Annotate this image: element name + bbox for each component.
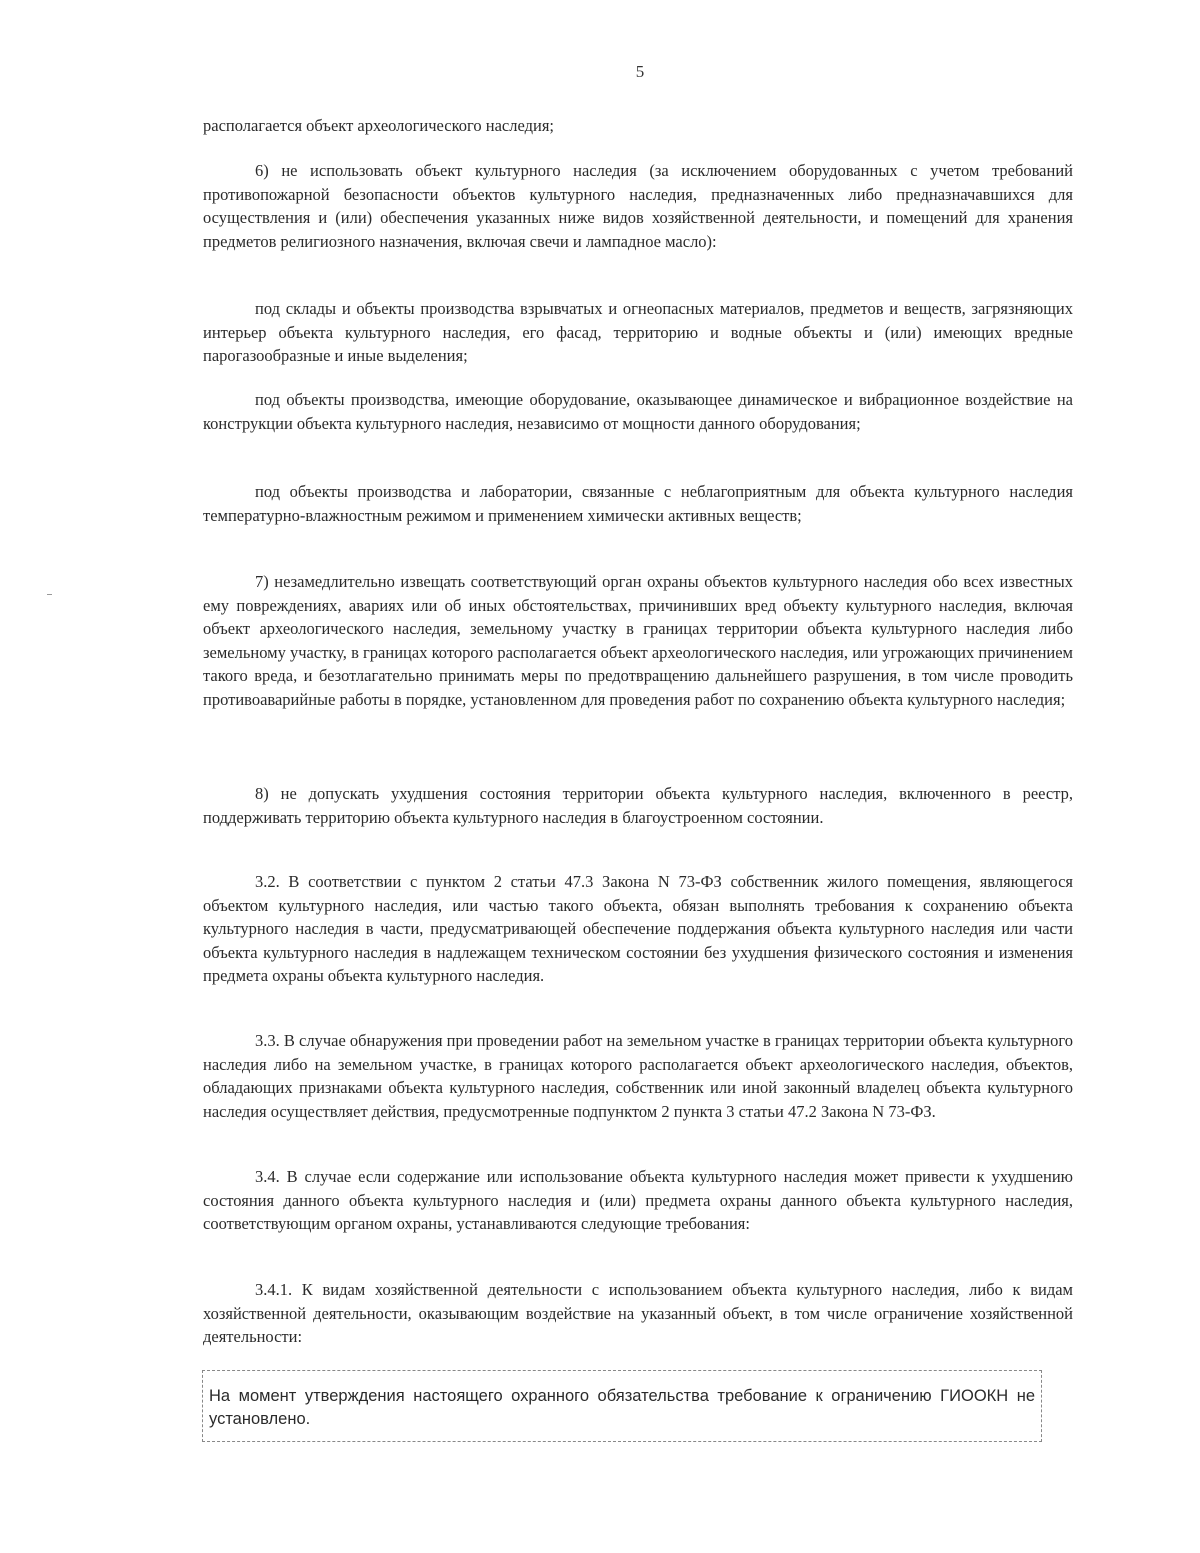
paragraph-item-7: 7) незамедлительно извещать соответствующий орган охраны объектов культурного наследия обо всех известных ему повреждениях, авариях или об иных обстоятельствах, причинивших вред объекту культурного наследия, включая объект археологического наследия, земельному участку в границах территории объекта культурного наследия либо земельному участку, в границах которого располагается объект археологического наследия, или угрожающих причинением такого вреда, и безотлагательно принимать меры по предотвращению дальнейшего разрушения, в том числе проводить противоаварийные работы в порядке, установленном для проведения работ по сохранению объекта культурного наследия; — [203, 572, 1073, 709]
paragraph-section-3-4-1: 3.4.1. К видам хозяйственной деятельности с использованием объекта культурного наследия, либо к видам хозяйственной деятельности, оказывающим воздействие на указанный объект, в том числе ограничение хозяйственной деятельности: — [203, 1280, 1073, 1346]
paragraph-section-3-4: 3.4. В случае если содержание или использование объекта культурного наследия может привести к ухудшению состояния данного объекта культурного наследия и (или) предмета охраны данного объекта культурного наследия, соответствующим органом охраны, устанавливаются следующие требования: — [203, 1167, 1073, 1233]
paragraph-section-3-3: 3.3. В случае обнаружения при проведении работ на земельном участке в границах территории объекта культурного наследия либо на земельном участке, в границах которого располагается объект археологического наследия, объектов, обладающих признаками объекта культурного наследия, собственник или иной законный владелец объекта культурного наследия осуществляет действия, предусмотренные подпунктом 2 пункта 3 статьи 47.2 Закона N 73-ФЗ. — [203, 1031, 1073, 1121]
paragraph-item-8: 8) не допускать ухудшения состояния территории объекта культурного наследия, включенного в реестр, поддерживать территорию объекта культурного наследия в благоустроенном состоянии. — [203, 784, 1073, 827]
paragraph-item-6: 6) не использовать объект культурного наследия (за исключением оборудованных с учетом требований противопожарной безопасности объектов культурного наследия, предназначенных либо предназначавшихся для осуществления и (или) обеспечения указанных ниже видов хозяйственной деятельности, и помещений для хранения предметов религиозного назначения, включая свечи и лампадное масло): — [203, 161, 1073, 251]
margin-mark — [47, 594, 52, 595]
paragraph-continuation: располагается объект археологического наследия; — [203, 116, 554, 135]
page-number: 5 — [635, 62, 645, 81]
paragraph-production-equipment: под объекты производства, имеющие оборудование, оказывающее динамическое и вибрационное воздействие на конструкции объекта культурного наследия, независимо от мощности данного оборудования; — [203, 390, 1073, 433]
paragraph-warehouses: под склады и объекты производства взрывчатых и огнеопасных материалов, предметов и веществ, загрязняющих интерьер объекта культурного наследия, его фасад, территорию и водные объекты и (или) имеющих вредные парогазообразные и иные выделения; — [203, 299, 1073, 365]
paragraph-section-3-2: 3.2. В соответствии с пунктом 2 статьи 47.3 Закона N 73-ФЗ собственник жилого помещения, являющегося объектом культурного наследия, или частью такого объекта, обязан выполнять требования к сохранению объекта культурного наследия в части, предусматривающей обеспечение поддержания объекта культурного наследия или части объекта культурного наследия в надлежащем техническом состоянии без ухудшения физического состояния и изменения предмета охраны объекта культурного наследия. — [203, 872, 1073, 985]
notice-text: На момент утверждения настоящего охранного обязательства требование к ограничению ГИООКН не установлено. — [209, 1387, 1035, 1428]
paragraph-laboratories: под объекты производства и лаборатории, связанные с неблагоприятным для объекта культурного наследия температурно-влажностным режимом и применением химически активных веществ; — [203, 482, 1073, 525]
notice-box — [202, 1370, 1042, 1442]
